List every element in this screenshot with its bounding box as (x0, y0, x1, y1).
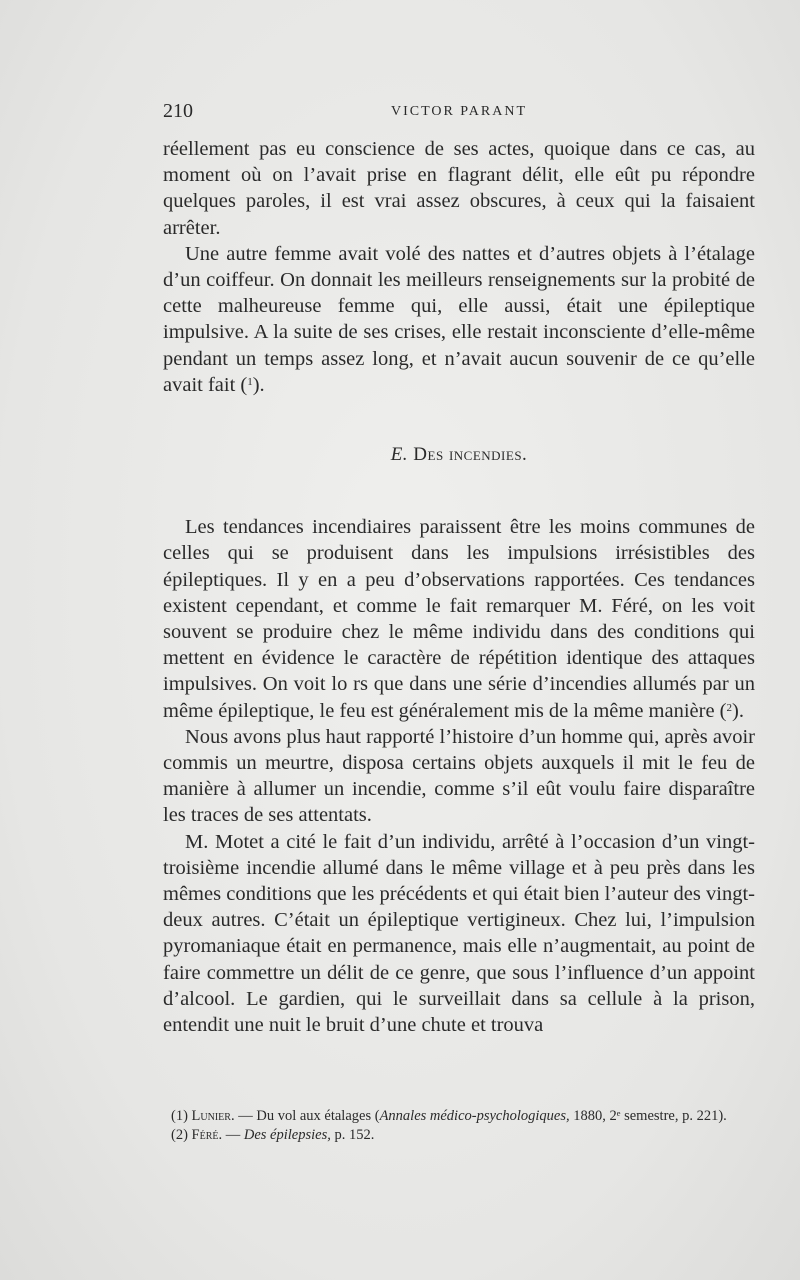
section-letter: E. (390, 444, 409, 466)
footnote-1-text-after: 1880, 2ᵉ semestre, p. 221). (569, 1108, 727, 1124)
body-text (163, 136, 755, 1038)
footnote-1 (163, 1107, 759, 1126)
footnote-2-title: Des épilepsies, (243, 1127, 331, 1143)
footnote-2-text-after: p. 152. (330, 1127, 375, 1143)
paragraph-5: M. Motet a cité le fait d’un individu, arrêté à l’occasion d’un vingt-troisième incendie allumé dans le même village et à peu près dans les mêmes conditions que les précédents et qui était bien l’auteur des vingt-deux autres. C’était un épileptique vertigineux. Chez lui, l’impulsion pyromaniaque était en permanence, mais elle n’augmentait, au point de faire commettre un délit de ce genre, que sous l’influence d’un appoint d’alcool. Le gardien, qui le surveillait dans sa cellule à la prison, entendit une nuit le bruit d’une chute et trouva (163, 830, 755, 1037)
footnote-2-author: Féré. (191, 1127, 223, 1143)
section-title: Des incendies. (413, 444, 528, 466)
paragraph-2-end: ). (252, 373, 265, 396)
footnote-1-author: Lunier. (191, 1108, 235, 1124)
page-header (163, 100, 755, 126)
footnote-2-marker: (2) (171, 1127, 188, 1143)
footnote-ref-1: 1 (247, 375, 253, 388)
paragraph-2 (163, 241, 755, 398)
paragraph-3-end: ). (732, 699, 744, 722)
footnote-1-journal: Annales médico-psychologiques, (379, 1108, 570, 1124)
footnote-1-text-before: — Du vol aux étalages ( (234, 1108, 380, 1124)
paragraph-3-text: Les tendances incendiaires paraissent être les moins communes de celles qui se produisent dans les impulsions irrésistibles des épileptiques. Il y en a peu d’observations rapportées. Ces tendances existent cependant, et comme le fait remarquer M. Féré, on les voit souvent se produire chez le même individu dans des conditions qui mettent en évidence le caractère de répétition identique des attaques impulsives. On voit lo rs que dans une série d’incendies allumés par un même épileptique, le feu est généralement mis de la même manière ( (163, 516, 755, 722)
section-heading (163, 442, 755, 468)
running-head: VICTOR PARANT (390, 104, 528, 119)
footnote-ref-2: 2 (726, 701, 733, 714)
footnotes (163, 1107, 759, 1145)
footnote-2-text-before: — (222, 1127, 244, 1143)
footnote-2 (163, 1126, 759, 1145)
paragraph-1: réellement pas eu conscience de ses actes, quoique dans ce cas, au moment où on l’avait prise en flagrant délit, elle eût pu répondre quelques paroles, il est vrai assez obscures, à ceux qui la faisaient arrêter. (163, 138, 755, 239)
page-number: 210 (163, 100, 193, 122)
paragraph-3 (163, 514, 755, 724)
paragraph-4: Nous avons plus haut rapporté l’histoire d’un homme qui, après avoir commis un meurtre, disposa certains objets auxquels il mit le feu de manière à allumer un incendie, comme s’il eût voulu faire disparaître les traces de ses attentats. (163, 725, 755, 827)
paragraph-2-text: Une autre femme avait volé des nattes et d’autres objets à l’étalage d’un coiffeur. On donnait les meilleurs renseignements sur la probité de cette malheureuse femme qui, elle aussi, était une épileptique impulsive. A la suite de ses crises, elle restait inconsciente d’elle-même pendant un temps assez long, et n’avait aucun souvenir de ce qu’elle avait fait ( (163, 242, 755, 396)
footnote-1-marker: (1) (171, 1108, 188, 1124)
